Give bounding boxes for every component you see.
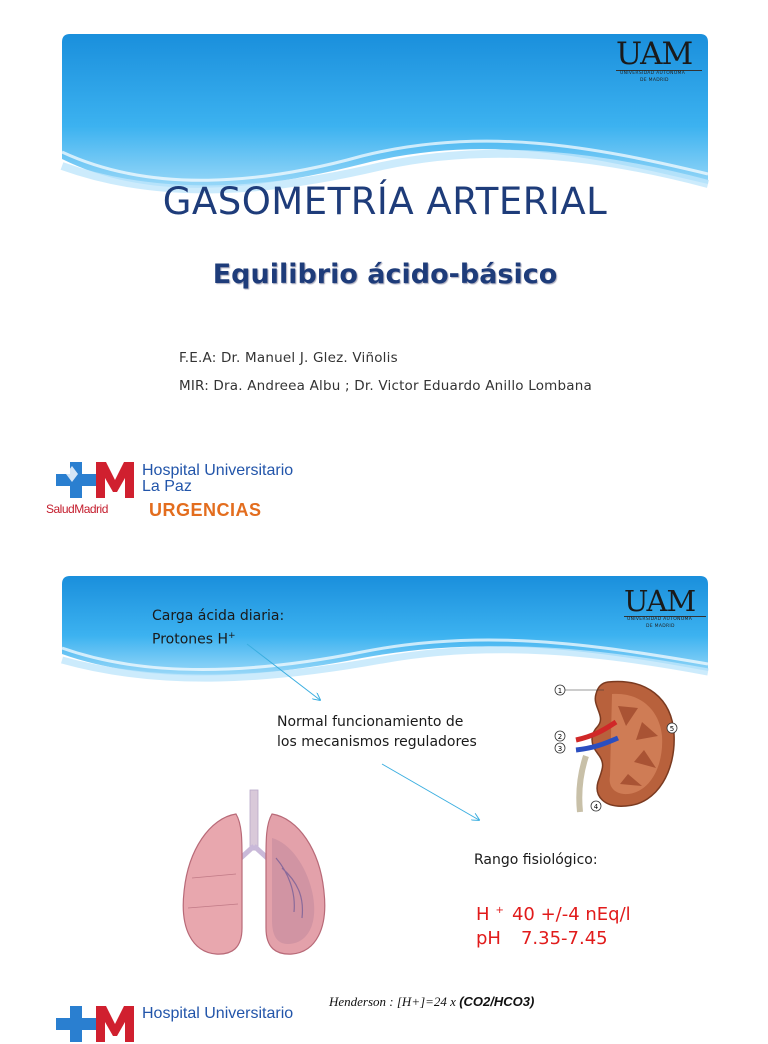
kidney-label-5: 5 [669,725,675,733]
h-range-value: 40 +/-4 nEq/l [511,904,631,925]
uam-logo [616,36,702,86]
author-line-1: F.E.A: Dr. Manuel J. Glez. Viñolis [179,350,398,366]
hospital-name-line-1: Hospital Universitario [142,462,294,479]
urgencias-label: URGENCIAS [149,500,262,520]
carga-line-1: Carga ácida diaria: [152,608,285,624]
salud-madrid-cross-icon [54,460,98,500]
kidney-illustration [546,678,686,816]
kidney-label-1: 1 [557,687,563,695]
salud-madrid-label: SaludMadrid [46,502,108,516]
uam-logo-subtitle-3: UNIVERSIDAD AUTONOMA [627,617,693,622]
uam-logo-subtitle-2: DE MADRID [640,78,669,83]
uam-logo-letters: UAM [616,36,693,72]
madrid-m-icon [94,460,136,500]
kidney-label-3: 3 [557,745,563,753]
uam-logo-subtitle: UNIVERSIDAD AUTONOMA [620,71,686,76]
h-plus-superscript: + [495,905,504,916]
lungs-illustration [172,788,352,960]
normal-line-1: Normal funcionamiento de [277,714,464,730]
uam-logo-letters-2: UAM [624,584,696,618]
slide-title: GASOMETRÍA ARTERIAL [162,180,608,223]
henderson-equation [329,994,534,1010]
hospital-name-line-1b: Hospital Universitario [142,1005,294,1022]
normal-line-2: los mecanismos reguladores [277,734,477,750]
salud-madrid-cross-icon-2 [54,1004,98,1044]
madrid-m-icon-2 [94,1004,136,1044]
ph-range-line [476,926,608,951]
slide-subtitle: Equilibrio ácido-básico [212,259,558,290]
content-slide [62,576,708,1024]
henderson-ratio: (CO2/HCO3) [459,994,535,1009]
hospital-name-line-2: La Paz [142,478,192,495]
ph-label: pH [476,928,501,949]
ph-range-value: 7.35-7.45 [520,928,608,949]
protones-label: Protones H [152,631,229,648]
plus-superscript: + [228,631,236,641]
h-label: H [476,904,490,925]
kidney-label-4: 4 [593,803,599,811]
uam-logo-subtitle-4: DE MADRID [646,624,675,629]
kidney-label-2: 2 [557,733,563,741]
h-range-line [476,898,631,927]
rango-label: Rango fisiológico: [474,852,598,868]
arrow-2 [382,764,479,820]
author-line-2: MIR: Dra. Andreea Albu ; Dr. Victor Eduardo Anillo Lombana [179,378,592,394]
arrow-1 [247,644,320,700]
henderson-prefix: Henderson : [H+]=24 x [329,994,456,1009]
title-slide [46,34,708,544]
